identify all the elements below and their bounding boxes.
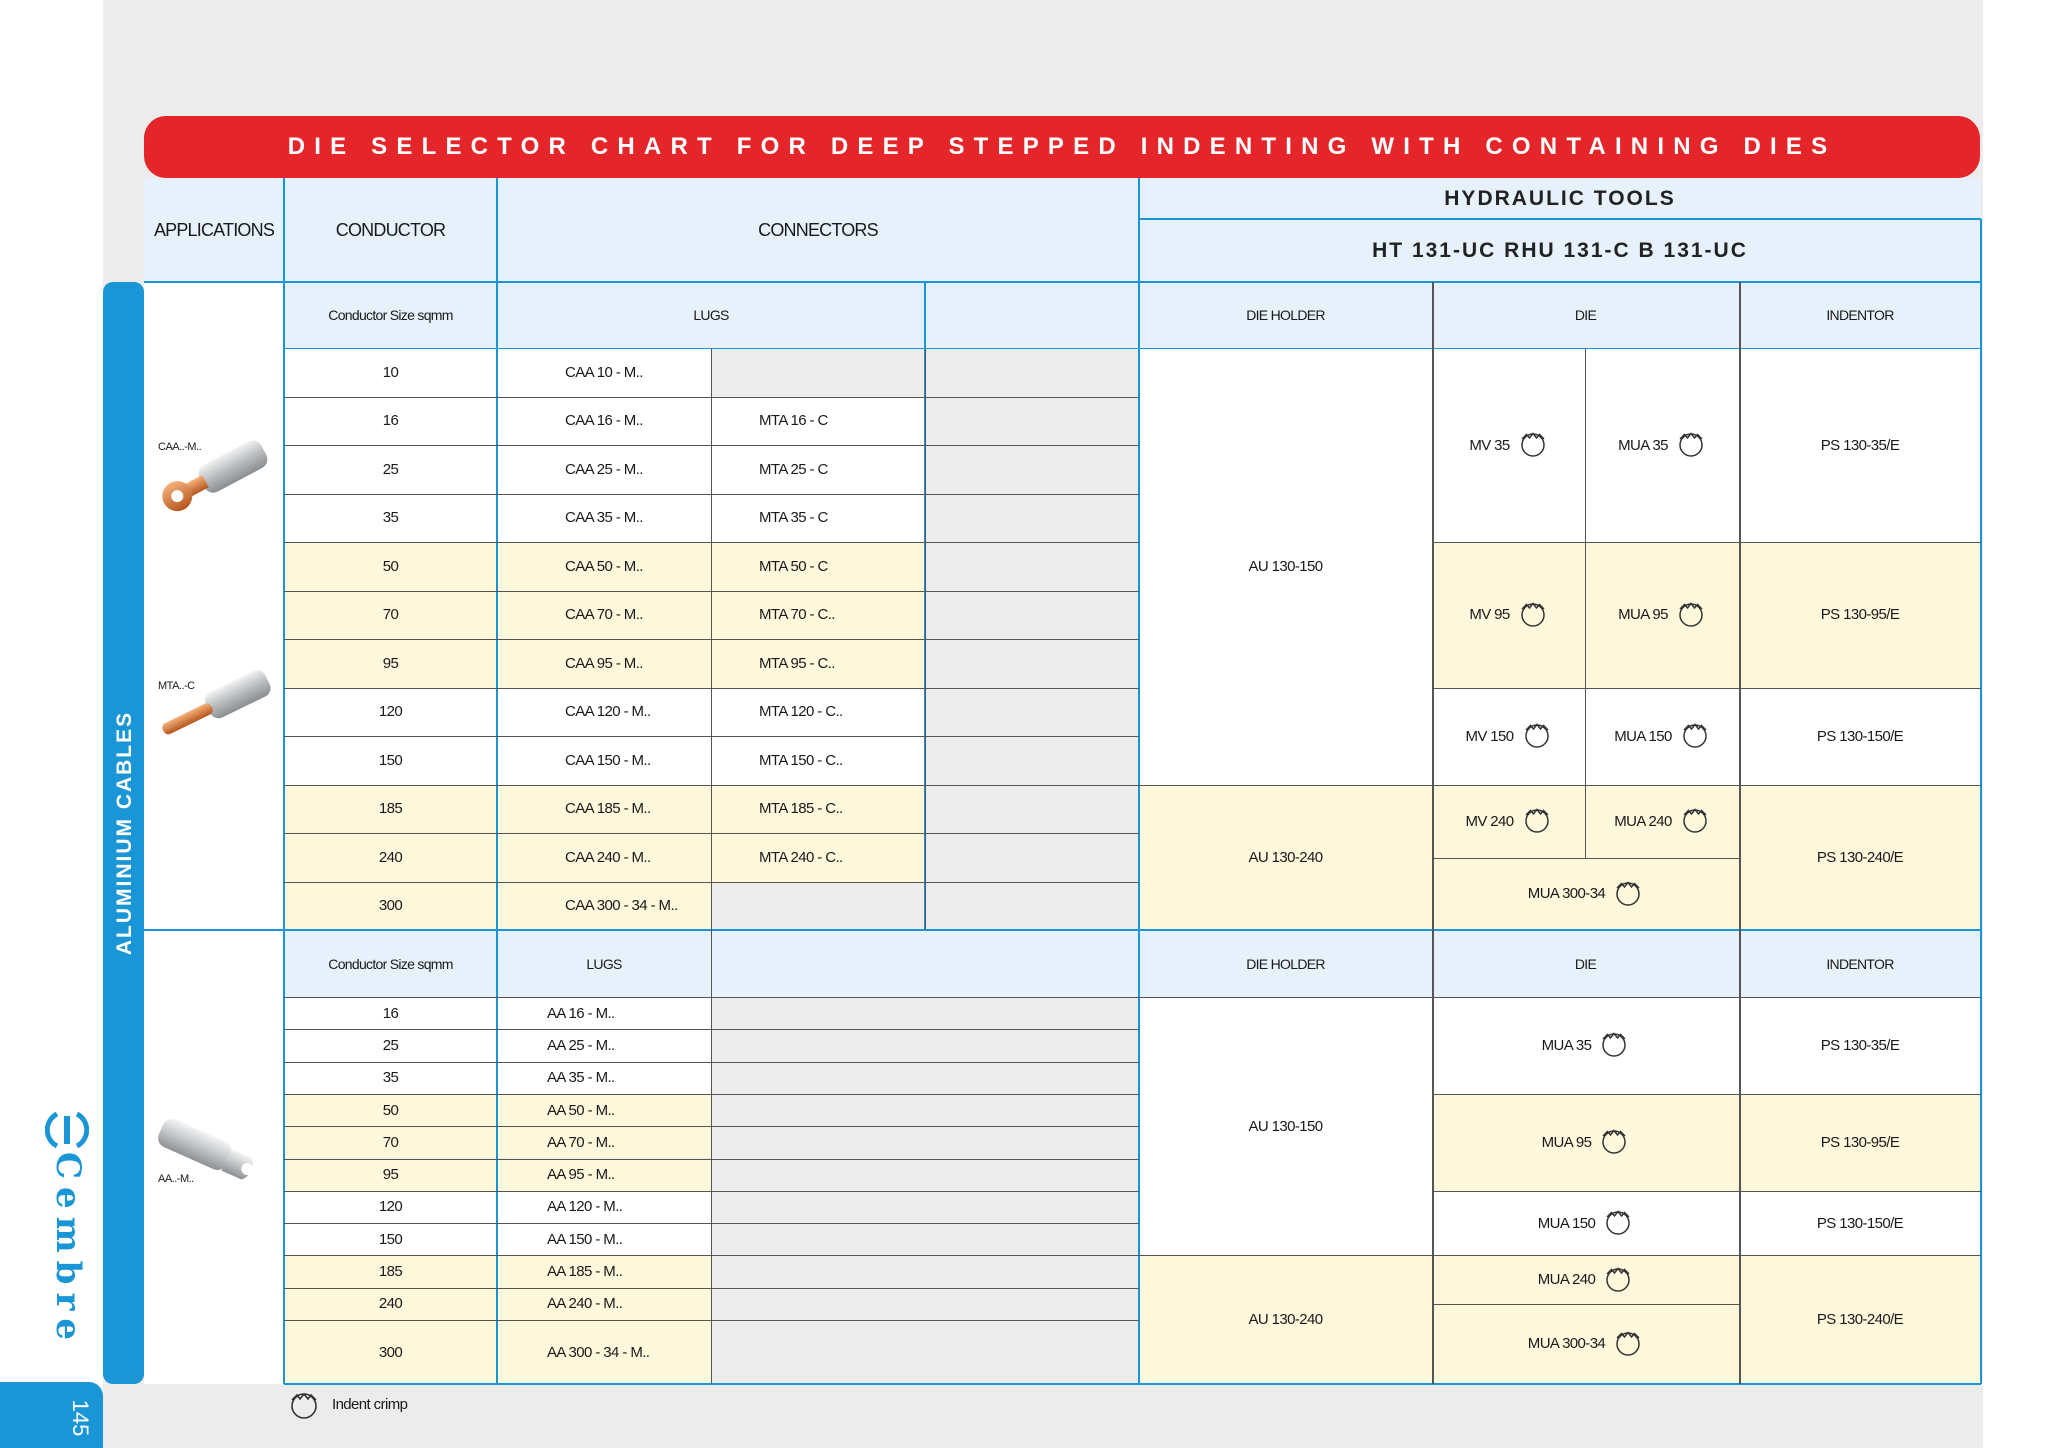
conductor-size-cell (284, 882, 497, 931)
conductor-size-cell-text: 70 (382, 1133, 399, 1151)
lug-mta-cell-text: MTA 150 - C.. (759, 751, 843, 769)
lug-caa-cell (497, 833, 711, 882)
grid-line (284, 833, 1139, 834)
indent-crimp-icon (1522, 808, 1552, 834)
indentor-cell-text: PS 130-35/E (1820, 436, 1900, 454)
lug-aa-cell (497, 1029, 711, 1061)
die-subheader-text: DIE (1574, 955, 1597, 972)
die-holder-cell (1139, 1255, 1432, 1384)
indent-crimp-icon (1518, 432, 1548, 458)
connectors-header-text: CONNECTORS (758, 219, 878, 240)
die-holder-cell (1139, 785, 1432, 931)
lug-mta-cell-text: MTA 16 - C (759, 412, 828, 430)
conductor-size-cell-text: 25 (382, 1036, 399, 1054)
lug-aa-cell (497, 1094, 711, 1126)
lug-mta-cell-text: MTA 25 - C (759, 460, 828, 478)
connectors-header (497, 178, 1139, 282)
indentor-cell-text: PS 130-150/E (1816, 1214, 1904, 1232)
grid-line (284, 1191, 1139, 1192)
grid-line (711, 930, 712, 1384)
hydraulic-tools-header-text: HYDRAULIC TOOLS (1444, 186, 1676, 210)
conductor-size-cell (284, 1255, 497, 1287)
grid-line (1739, 930, 1741, 1384)
indent-crimp-icon (1603, 1210, 1633, 1236)
indentor-subheader-text: INDENTOR (1826, 307, 1894, 323)
tool-models-header-text: HT 131-UC RHU 131-C B 131-UC (1372, 238, 1748, 262)
conductor-size-cell (284, 1159, 497, 1191)
conductor-size-cell-text: 25 (382, 460, 399, 478)
lug-caa-cell (497, 591, 711, 640)
indent-crimp-icon (1680, 808, 1710, 834)
conductor-size-subheader (284, 282, 497, 348)
conductor-size-cell-text: 50 (382, 557, 399, 575)
die-cell (1432, 1255, 1739, 1303)
indent-crimp-icon (1518, 602, 1548, 628)
lug-mta-cell (711, 736, 925, 785)
lug-aa-cell (497, 997, 711, 1029)
lug-caa-cell (497, 494, 711, 543)
application-label: MTA..-C (158, 680, 195, 692)
row-empty-bg (711, 997, 1139, 1029)
conductor-size-cell (284, 688, 497, 737)
die-holder-cell-text: AU 130-240 (1248, 1311, 1323, 1329)
die-cell-text: MUA 35 (1541, 1036, 1592, 1054)
row-empty-bg (925, 494, 1139, 543)
conductor-size-cell-text: 185 (378, 1263, 403, 1281)
grid-line (1139, 218, 1981, 220)
lug-mta-cell-text: MTA 185 - C.. (759, 800, 843, 818)
conductor-size-cell-text: 35 (382, 1069, 399, 1087)
die-cell (1432, 542, 1585, 688)
die-cell-text: MUA 95 (1618, 606, 1668, 624)
grid-line (144, 929, 1981, 931)
grid-line (284, 639, 1139, 640)
lug-caa-cell-text: CAA 150 - M.. (565, 751, 651, 769)
row-empty-bg (711, 1029, 1139, 1061)
lugs-subheader (497, 282, 925, 348)
grid-line (284, 1320, 1139, 1321)
chart-title-banner: DIE SELECTOR CHART FOR DEEP STEPPED INDENTING WITH CONTAINING DIES (144, 116, 1980, 178)
indent-crimp-icon (1603, 1267, 1633, 1293)
lug-aa-cell (497, 1255, 711, 1287)
indent-crimp-icon (1599, 1032, 1629, 1058)
conductor-size-cell-text: 300 (378, 1343, 403, 1361)
indentor-cell-text: PS 130-95/E (1820, 1133, 1900, 1151)
conductor-size-cell (284, 494, 497, 543)
grid-line (1432, 1304, 1739, 1305)
cembre-logo-icon (45, 1108, 89, 1152)
grid-line (284, 1288, 1139, 1289)
lug-aa-cell (497, 1191, 711, 1223)
grid-line (284, 445, 1139, 446)
indentor-cell (1739, 785, 1981, 931)
indentor-cell (1739, 1094, 1981, 1191)
lug-caa-cell (497, 542, 711, 591)
conductor-size-cell-text: 185 (378, 800, 403, 818)
die-cell (1432, 997, 1739, 1094)
section-side-label: ALUMINIUM CABLES (113, 710, 136, 956)
lug-aa-cell-text: AA 300 - 34 - M.. (547, 1343, 650, 1361)
indentor-subheader (1739, 282, 1981, 348)
conductor-size-cell (284, 736, 497, 785)
conductor-size-cell (284, 1320, 497, 1384)
grid-line (284, 882, 1139, 883)
die-cell-text: MUA 240 (1537, 1271, 1596, 1289)
hydraulic-tools-header (1139, 178, 1981, 219)
lug-mta-cell-text: MTA 35 - C (759, 509, 828, 527)
row-empty-bg (711, 1159, 1139, 1191)
lug-mta-cell (711, 639, 925, 688)
die-cell-text: MUA 95 (1541, 1133, 1592, 1151)
lug-caa-cell (497, 445, 711, 494)
grid-line (284, 591, 1139, 592)
lug-aa-cell-text: AA 150 - M.. (547, 1230, 623, 1248)
die-holder-cell-text: AU 130-240 (1248, 848, 1323, 866)
conductor-size-cell (284, 997, 497, 1029)
conductor-size-cell-text: 240 (378, 848, 403, 866)
grid-line (284, 1223, 1139, 1224)
mta-connector-icon (152, 660, 276, 754)
row-empty-bg (711, 1255, 1139, 1287)
indentor-cell (1739, 348, 1981, 542)
lug-caa-cell-text: CAA 120 - M.. (565, 703, 651, 721)
lug-caa-cell (497, 639, 711, 688)
die-holder-subheader (1139, 930, 1432, 997)
die-cell (1432, 348, 1585, 542)
grid-line (1432, 282, 1434, 930)
app-column-bg (144, 282, 284, 930)
grid-line (284, 494, 1139, 495)
grid-line (1432, 1255, 1981, 1256)
die-cell (1432, 785, 1585, 858)
caa-lug-icon (152, 432, 276, 528)
grid-line (1980, 219, 1982, 1384)
indentor-subheader-text: INDENTOR (1826, 955, 1894, 972)
die-cell (1432, 1304, 1739, 1384)
grid-line (1432, 542, 1981, 543)
conductor-size-cell-text: 50 (382, 1101, 399, 1119)
indent-crimp-legend-icon (288, 1392, 320, 1420)
conductor-size-cell-text: 150 (378, 751, 403, 769)
lug-mta-cell (711, 397, 925, 446)
lug-caa-cell (497, 348, 711, 397)
row-empty-bg (925, 688, 1139, 737)
grid-line (496, 178, 498, 1384)
lug-mta-cell (711, 542, 925, 591)
conductor-size-cell-text: 95 (382, 1166, 399, 1184)
lug-caa-cell-text: CAA 25 - M.. (565, 460, 643, 478)
conductor-size-subheader-text: Conductor Size sqmm (328, 307, 453, 323)
grid-line (284, 785, 1139, 786)
grid-line (284, 397, 1139, 398)
cembre-logo-text: Cembre (48, 1152, 88, 1348)
indentor-subheader (1739, 930, 1981, 997)
indent-crimp-icon (1676, 602, 1706, 628)
conductor-size-cell-text: 16 (382, 1004, 399, 1022)
indentor-cell-text: PS 130-35/E (1820, 1036, 1900, 1054)
lug-aa-cell-text: AA 50 - M.. (547, 1101, 615, 1119)
row-empty-bg (711, 1062, 1139, 1094)
lug-mta-cell (711, 591, 925, 640)
lug-aa-cell (497, 1320, 711, 1384)
grid-line (1585, 348, 1586, 858)
row-empty-bg (711, 1126, 1139, 1158)
die-cell (1585, 542, 1739, 688)
die-cell-text: MV 35 (1469, 436, 1510, 454)
die-cell-text: MUA 35 (1618, 436, 1668, 454)
row-empty-bg (925, 542, 1139, 591)
die-cell-text: MV 95 (1469, 606, 1510, 624)
lug-mta-cell-text: MTA 95 - C.. (759, 654, 835, 672)
die-cell-text: MUA 240 (1614, 812, 1672, 830)
row-empty-bg (711, 1288, 1139, 1320)
die-cell-text: MV 240 (1465, 812, 1514, 830)
lug-mta-cell-text: MTA 70 - C.. (759, 606, 835, 624)
conductor-size-cell (284, 348, 497, 397)
die-cell-text: MUA 150 (1614, 727, 1672, 745)
indent-crimp-icon (1676, 432, 1706, 458)
grid-line (284, 688, 1139, 689)
die-subheader-text: DIE (1574, 307, 1597, 323)
die-cell-text: MUA 150 (1537, 1214, 1596, 1232)
die-cell (1585, 348, 1739, 542)
die-cell (1585, 688, 1739, 785)
lugs-subheader (497, 930, 711, 997)
indentor-cell (1739, 688, 1981, 785)
lug-mta-cell (711, 833, 925, 882)
conductor-size-cell (284, 1062, 497, 1094)
grid-line (284, 348, 1981, 349)
conductor-header-text: CONDUCTOR (335, 219, 446, 240)
indent-crimp-legend-label: Indent crimp (332, 1396, 408, 1413)
lug-caa-cell (497, 785, 711, 834)
die-cell (1432, 688, 1585, 785)
lug-aa-cell-text: AA 16 - M.. (547, 1004, 615, 1022)
aa-lug-icon (150, 1108, 278, 1198)
die-holder-cell-text: AU 130-150 (1248, 557, 1323, 575)
row-empty-bg (925, 639, 1139, 688)
grid-line (1432, 858, 1739, 859)
conductor-size-cell (284, 639, 497, 688)
grid-line (1432, 785, 1981, 786)
lug-mta-cell (711, 494, 925, 543)
grid-line (284, 1094, 1139, 1095)
lug-caa-cell-text: CAA 300 - 34 - M.. (565, 897, 678, 915)
conductor-size-cell-text: 35 (382, 509, 399, 527)
conductor-size-cell-text: 120 (378, 703, 403, 721)
lug-mta-cell (711, 785, 925, 834)
grid-line (284, 542, 1139, 543)
grid-line (284, 1255, 1139, 1256)
conductor-size-cell (284, 1288, 497, 1320)
die-cell-text: MUA 300-34 (1527, 1335, 1606, 1353)
indent-crimp-icon (1522, 723, 1552, 749)
lug-mta-cell-text: MTA 50 - C (759, 557, 828, 575)
application-label: AA..-M.. (158, 1173, 194, 1185)
conductor-size-subheader-text: Conductor Size sqmm (328, 955, 453, 972)
application-label: CAA..-M.. (158, 441, 202, 453)
die-holder-cell-text: AU 130-150 (1248, 1117, 1323, 1135)
conductor-size-cell (284, 542, 497, 591)
lug-aa-cell-text: AA 185 - M.. (547, 1263, 623, 1281)
conductor-size-cell-text: 300 (378, 897, 403, 915)
row-empty-bg (925, 348, 1139, 397)
grid-line (284, 1126, 1139, 1127)
lug-caa-cell (497, 688, 711, 737)
conductor-size-cell-text: 10 (382, 363, 399, 381)
die-cell (1585, 785, 1739, 858)
die-cell (1432, 858, 1739, 931)
conductor-size-cell (284, 1126, 497, 1158)
lug-aa-cell-text: AA 120 - M.. (547, 1198, 623, 1216)
lug-aa-cell-text: AA 240 - M.. (547, 1295, 623, 1313)
conductor-size-cell-text: 240 (378, 1295, 403, 1313)
indent-crimp-icon (1680, 723, 1710, 749)
conductor-size-cell (284, 1223, 497, 1255)
lug-mta-cell (711, 688, 925, 737)
indentor-cell-text: PS 130-240/E (1816, 1311, 1904, 1329)
grid-line (1739, 282, 1741, 930)
die-subheader (1432, 282, 1739, 348)
lug-caa-cell-text: CAA 185 - M.. (565, 800, 651, 818)
conductor-size-cell (284, 833, 497, 882)
lug-caa-cell (497, 882, 711, 931)
indentor-cell (1739, 997, 1981, 1094)
indentor-cell (1739, 542, 1981, 688)
lug-aa-cell (497, 1126, 711, 1158)
grid-line (284, 736, 1139, 737)
die-holder-cell (1139, 997, 1432, 1255)
indent-crimp-icon (1613, 881, 1643, 907)
grid-line (284, 997, 1981, 998)
applications-header-text: APPLICATIONS (153, 219, 275, 240)
lug-caa-cell-text: CAA 240 - M.. (565, 848, 651, 866)
grid-line (284, 1159, 1139, 1160)
die-subheader (1432, 930, 1739, 997)
lug-aa-cell-text: AA 95 - M.. (547, 1166, 615, 1184)
grid-line (1432, 930, 1434, 1384)
lug-caa-cell (497, 736, 711, 785)
lug-aa-cell (497, 1288, 711, 1320)
indentor-cell (1739, 1255, 1981, 1384)
die-holder-subheader (1139, 282, 1432, 348)
indentor-cell-text: PS 130-150/E (1816, 727, 1904, 745)
lug-caa-cell-text: CAA 10 - M.. (565, 363, 643, 381)
applications-header (144, 178, 284, 282)
lug-caa-cell-text: CAA 16 - M.. (565, 412, 643, 430)
indent-crimp-icon (1613, 1331, 1643, 1357)
die-cell-text: MV 150 (1465, 727, 1514, 745)
row-empty-bg (925, 591, 1139, 640)
conductor-size-cell (284, 591, 497, 640)
conductor-size-cell-text: 70 (382, 606, 399, 624)
die-cell-text: MUA 300-34 (1527, 885, 1606, 903)
conductor-size-cell-text: 16 (382, 412, 399, 430)
lug-caa-cell-text: CAA 50 - M.. (565, 557, 643, 575)
row-empty-bg (711, 1223, 1139, 1255)
conductor-size-cell-text: 95 (382, 654, 399, 672)
grid-line (1432, 1094, 1981, 1095)
grid-line (1432, 1191, 1981, 1192)
lug-caa-cell (497, 397, 711, 446)
grid-line (283, 178, 285, 1384)
die-cell (1432, 1094, 1739, 1191)
lug-caa-cell-text: CAA 70 - M.. (565, 606, 643, 624)
page-number: 145 (68, 1399, 93, 1437)
conductor-size-cell (284, 445, 497, 494)
conductor-size-cell-text: 150 (378, 1230, 403, 1248)
row-empty-bg (711, 1191, 1139, 1223)
conductor-size-cell (284, 1094, 497, 1126)
lug-aa-cell (497, 1062, 711, 1094)
row-lug-b-bg (711, 882, 925, 931)
grid-line (1138, 178, 1140, 1384)
tool-models-header (1139, 219, 1981, 282)
lug-mta-cell-text: MTA 120 - C.. (759, 703, 843, 721)
conductor-size-subheader (284, 930, 497, 997)
lug-aa-cell (497, 1223, 711, 1255)
die-holder-subheader-text: DIE HOLDER (1246, 955, 1325, 972)
indentor-cell (1739, 1191, 1981, 1256)
conductor-size-cell (284, 1029, 497, 1061)
row-empty-bg (925, 445, 1139, 494)
lug-aa-cell-text: AA 25 - M.. (547, 1036, 615, 1054)
conductor-size-cell (284, 1191, 497, 1223)
die-holder-cell (1139, 348, 1432, 785)
die-cell (1432, 1191, 1739, 1256)
row-empty-bg (925, 882, 1139, 931)
lug-aa-cell-text: AA 70 - M.. (547, 1133, 615, 1151)
indentor-cell-text: PS 130-95/E (1820, 606, 1900, 624)
grid-line (1139, 785, 1432, 786)
lug-caa-cell-text: CAA 35 - M.. (565, 509, 643, 527)
indentor-cell-text: PS 130-240/E (1816, 848, 1904, 866)
row-empty-bg (925, 833, 1139, 882)
conductor-size-cell (284, 785, 497, 834)
conductor-size-cell (284, 397, 497, 446)
row-empty-bg (711, 1094, 1139, 1126)
row-empty-bg (925, 736, 1139, 785)
lug-mta-cell (711, 445, 925, 494)
grid-line (1432, 688, 1981, 689)
grid-line (144, 281, 1981, 283)
lugs-subheader-text: LUGS (586, 955, 622, 972)
conductor-size-cell-text: 120 (378, 1198, 403, 1216)
lug-mta-cell-text: MTA 240 - C.. (759, 848, 843, 866)
lugs-subheader-text: LUGS (693, 307, 729, 323)
grid-line (1139, 1255, 1432, 1256)
row-empty-bg (925, 397, 1139, 446)
row-empty-bg (925, 785, 1139, 834)
conductor-header (284, 178, 497, 282)
lug-aa-cell-text: AA 35 - M.. (547, 1069, 615, 1087)
row-empty-bg (711, 1320, 1139, 1384)
grid-line (284, 1062, 1139, 1063)
lug-aa-cell (497, 1159, 711, 1191)
indent-crimp-icon (1599, 1129, 1629, 1155)
lug-caa-cell-text: CAA 95 - M.. (565, 654, 643, 672)
grid-line (284, 1029, 1139, 1030)
row-lug-b-bg (711, 348, 925, 397)
die-holder-subheader-text: DIE HOLDER (1246, 307, 1325, 323)
grid-line (284, 1383, 1981, 1385)
